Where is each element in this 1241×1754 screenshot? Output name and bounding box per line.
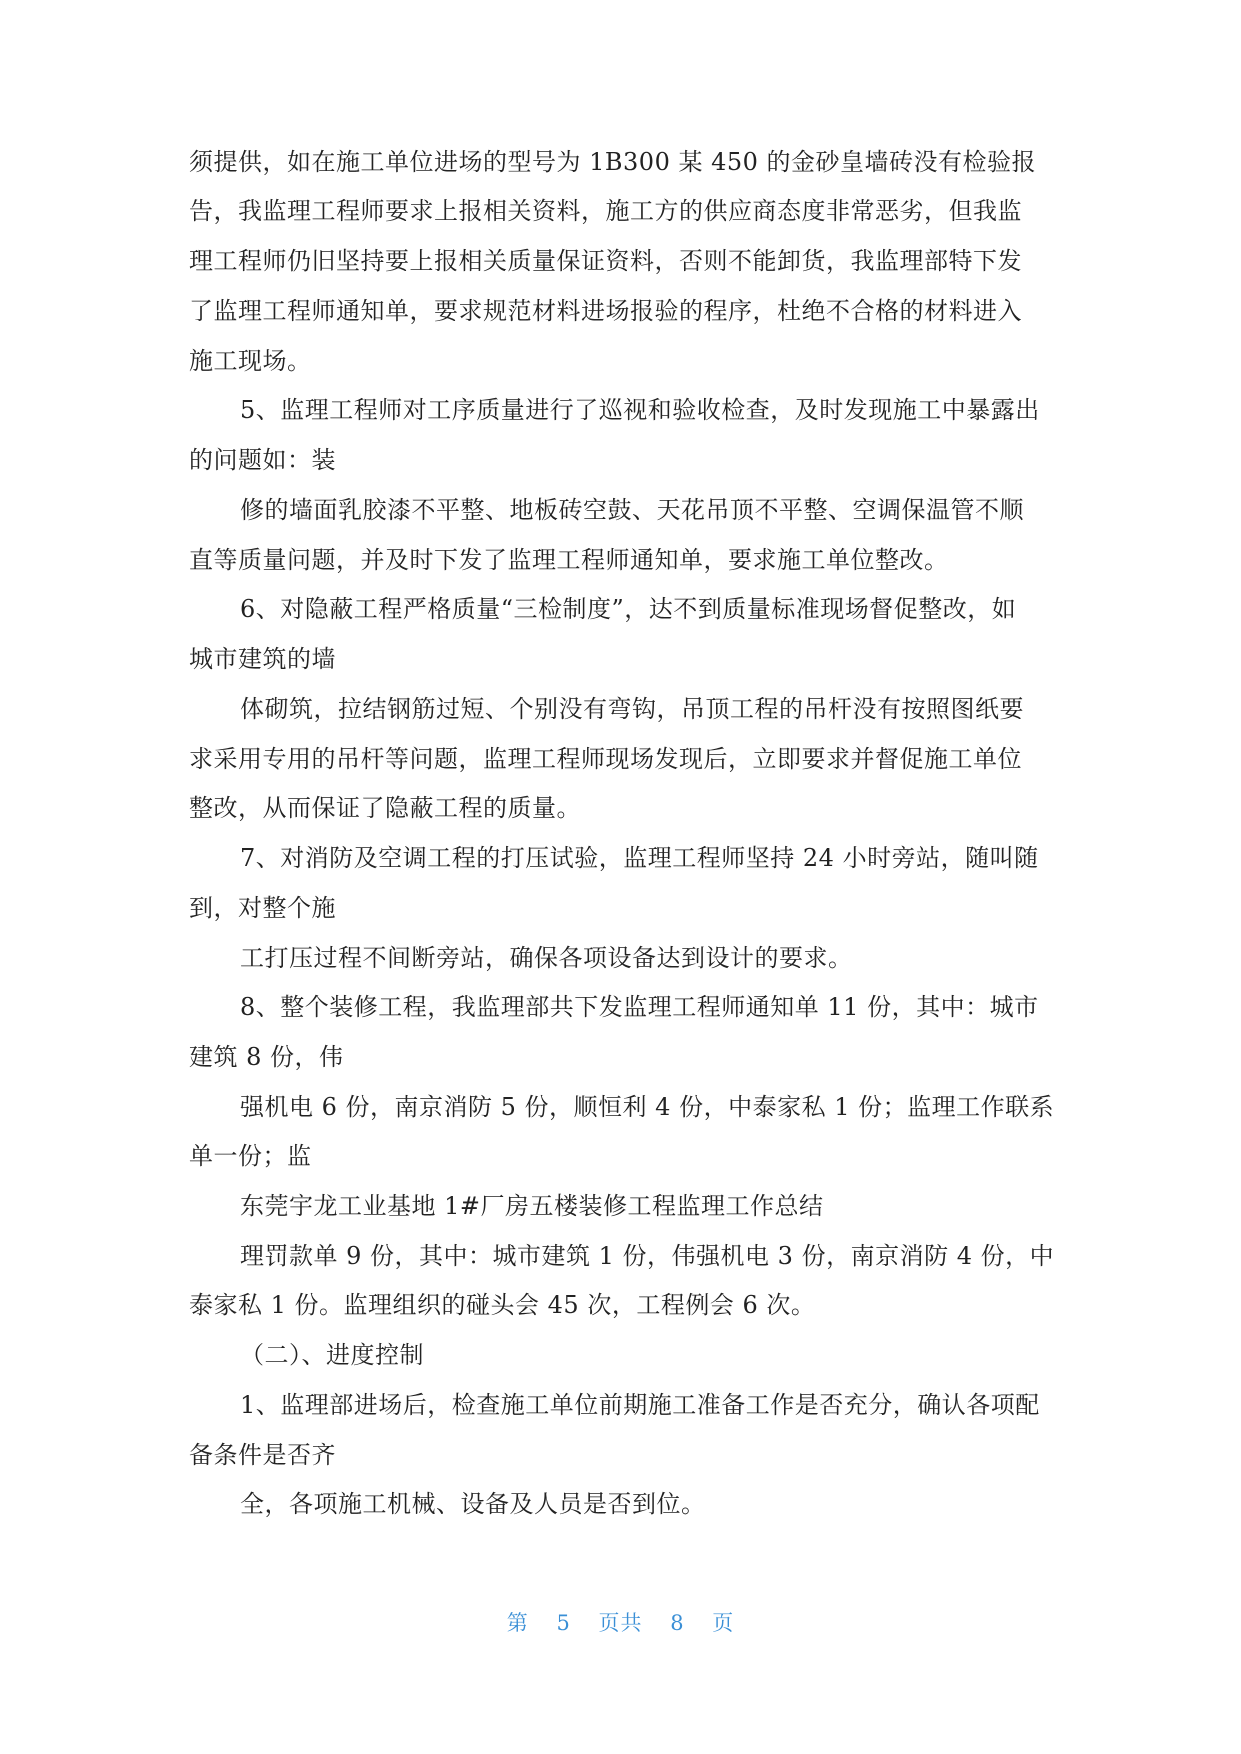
text-line: 单一份；监: [189, 1142, 312, 1170]
text-line: 强机电 6 份，南京消防 5 份，顺恒利 4 份，中泰家私 1 份；监理工作联系: [240, 1093, 1055, 1121]
footer-prefix: 第: [506, 1611, 529, 1635]
text-line: 理罚款单 9 份，其中：城市建筑 1 份，伟强机电 3 份，南京消防 4 份，中: [240, 1242, 1055, 1270]
paragraph-start-line: 1、监理部进场后，检查施工单位前期施工准备工作是否充分，确认各项配: [240, 1391, 1040, 1419]
page-footer: [0, 1607, 1241, 1637]
paragraph-start-line: 6、对隐蔽工程严格质量“三检制度”，达不到质量标准现场督促整改，如: [240, 595, 1017, 623]
running-title-line: 东莞宇龙工业基地 1#厂房五楼装修工程监理工作总结: [240, 1192, 824, 1220]
footer-current-page: 5: [556, 1611, 571, 1635]
footer-total-pages: 8: [670, 1611, 685, 1635]
section-heading: （二）、进度控制: [240, 1341, 424, 1369]
text-line: 直等质量问题，并及时下发了监理工程师通知单，要求施工单位整改。: [189, 546, 949, 574]
footer-middle: 页共: [598, 1611, 643, 1635]
text-line: 到，对整个施: [189, 894, 336, 922]
text-line: 工打压过程不间断旁站，确保各项设备达到设计的要求。: [240, 944, 853, 972]
text-line: 理工程师仍旧坚持要上报相关质量保证资料，否则不能卸货，我监理部特下发: [189, 247, 1022, 275]
text-line: 体砌筑，拉结钢筋过短、个别没有弯钩，吊顶工程的吊杆没有按照图纸要: [240, 695, 1024, 723]
text-line: 备条件是否齐: [189, 1441, 336, 1469]
text-line: 的问题如：装: [189, 446, 336, 474]
footer-suffix: 页: [712, 1611, 735, 1635]
text-line: 须提供，如在施工单位进场的型号为 1B300 某 450 的金砂皇墙砖没有检验报: [189, 148, 1037, 176]
text-line: 泰家私 1 份。监理组织的碰头会 45 次，工程例会 6 次。: [189, 1291, 816, 1319]
text-line: 告，我监理工程师要求上报相关资料，施工方的供应商态度非常恶劣，但我监: [189, 197, 1022, 225]
text-line: 整改，从而保证了隐蔽工程的质量。: [189, 794, 581, 822]
text-line: 施工现场。: [189, 347, 312, 375]
text-line: 全，各项施工机械、设备及人员是否到位。: [240, 1490, 706, 1518]
text-line: 城市建筑的墙: [189, 645, 336, 673]
paragraph-start-line: 5、监理工程师对工序质量进行了巡视和验收检查，及时发现施工中暴露出: [240, 396, 1040, 424]
text-line: 建筑 8 份，伟: [189, 1043, 344, 1071]
paragraph-start-line: 8、整个装修工程，我监理部共下发监理工程师通知单 11 份，其中：城市: [240, 993, 1039, 1021]
text-line: 求采用专用的吊杆等问题，监理工程师现场发现后，立即要求并督促施工单位: [189, 745, 1022, 773]
text-line: 修的墙面乳胶漆不平整、地板砖空鼓、天花吊顶不平整、空调保温管不顺: [240, 496, 1024, 524]
text-line: 了监理工程师通知单，要求规范材料进场报验的程序，杜绝不合格的材料进入: [189, 297, 1022, 325]
paragraph-start-line: 7、对消防及空调工程的打压试验，监理工程师坚持 24 小时旁站，随叫随: [240, 844, 1039, 872]
